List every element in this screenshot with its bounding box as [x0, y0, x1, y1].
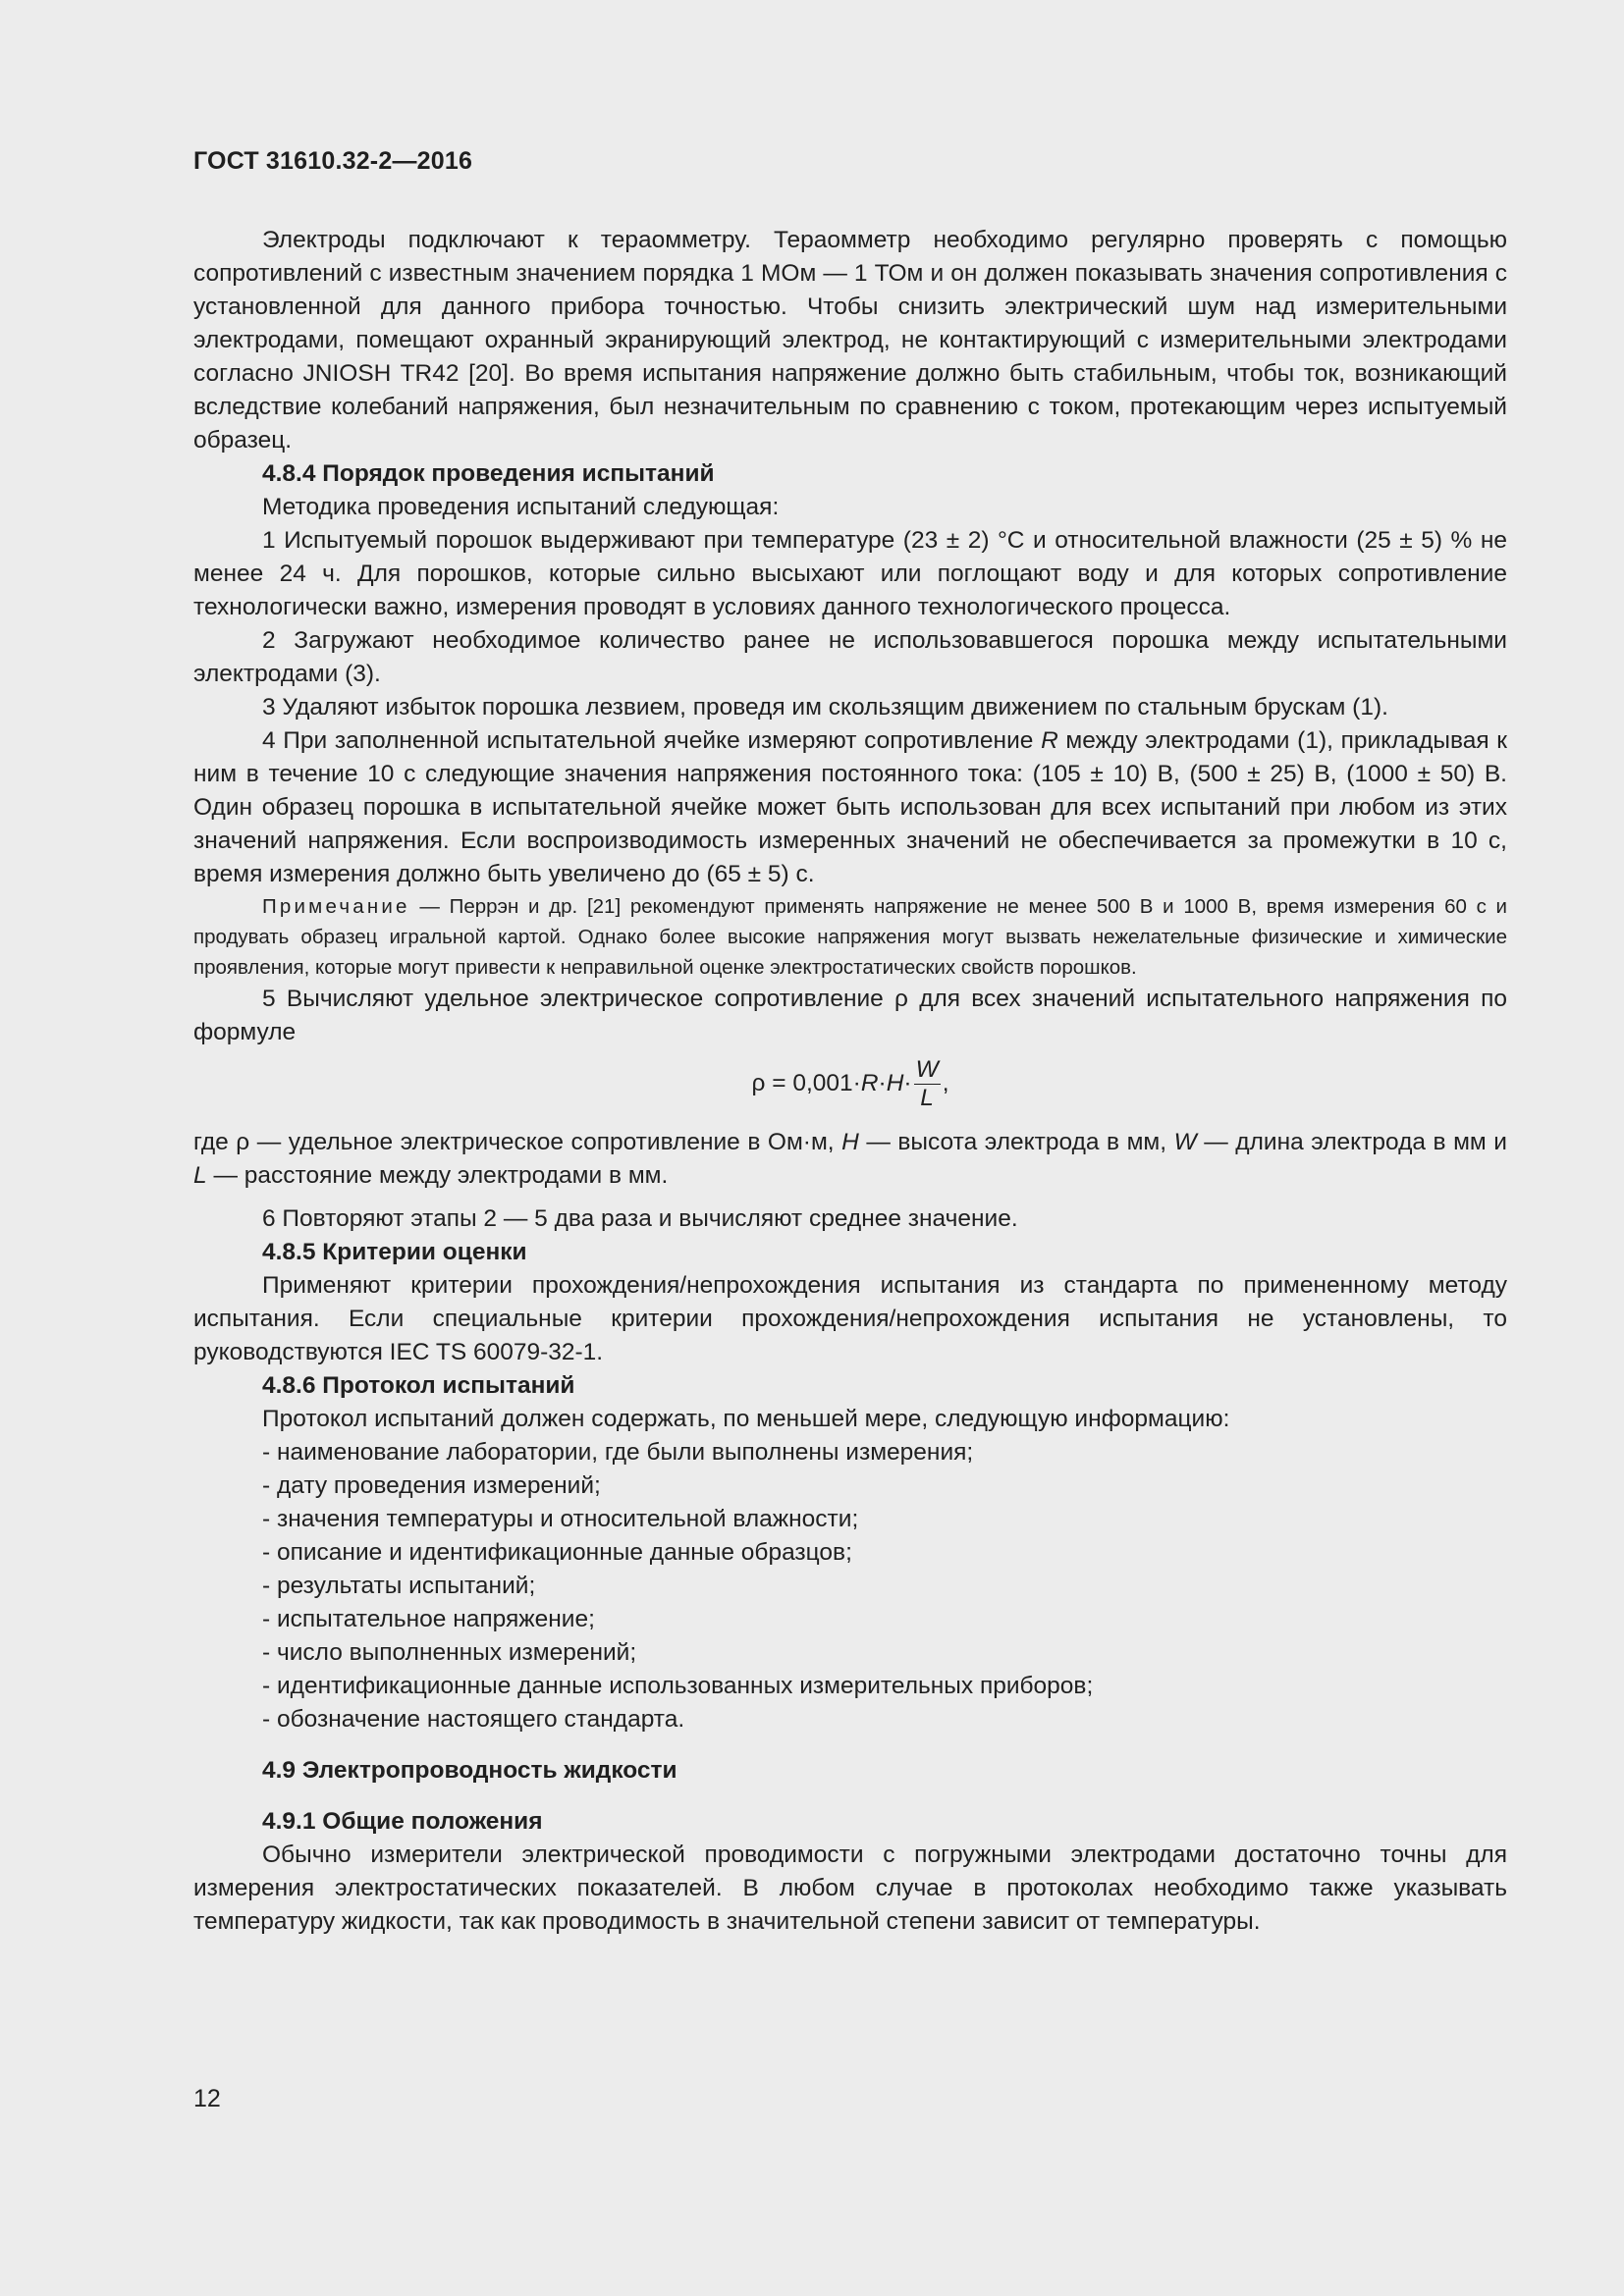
- where-text: где ρ — удельное электрическое сопротивление в Ом·м,: [193, 1129, 842, 1155]
- document-header: ГОСТ 31610.32-2—2016: [193, 147, 473, 175]
- list-item: - число выполненных измерений;: [262, 1639, 637, 1666]
- list-item: - испытательное напряжение;: [262, 1606, 595, 1632]
- formula-dot: ·: [903, 1070, 912, 1096]
- step-1: 1 Испытуемый порошок выдерживают при температуре (23 ± 2) °С и относительной влажности (25 ± 5) % не менее 24 ч. Для порошков, которые сильно высыхают или поглощают воду и для которых сопротивление технологически важно, измерения проводят в условиях данного технологического процесса.: [193, 527, 1507, 620]
- where-var: H: [841, 1129, 859, 1155]
- step-3: 3 Удаляют избыток порошка лезвием, проведя им скользящим движением по стальным брускам (1).: [262, 694, 1388, 721]
- where-var: L: [193, 1162, 207, 1189]
- list-item: - результаты испытаний;: [262, 1573, 536, 1599]
- section-heading-4-9-1: 4.9.1 Общие положения: [262, 1808, 543, 1835]
- step-5: 5 Вычисляют удельное электрическое сопротивление ρ для всех значений испытательного напряжения по формуле: [193, 986, 1507, 1045]
- section-heading-4-8-4: 4.8.4 Порядок проведения испытаний: [262, 460, 715, 487]
- where-text: — высота электрода в мм,: [858, 1129, 1174, 1155]
- section-heading-4-8-5: 4.8.5 Критерии оценки: [262, 1239, 527, 1265]
- formula-tail: ,: [942, 1070, 949, 1096]
- list-item: - наименование лаборатории, где были выполнены измерения;: [262, 1439, 974, 1466]
- resistivity-formula: [193, 1053, 1507, 1114]
- list-item: - значения температуры и относительной влажности;: [262, 1506, 859, 1532]
- step-4-text-a: 4 При заполненной испытательной ячейке измеряют сопротивление: [262, 727, 1042, 754]
- page-number: 12: [193, 2085, 221, 2112]
- step-4-var-r: R: [1041, 727, 1058, 754]
- formula-h: H: [886, 1070, 904, 1096]
- formula-lhs: ρ = 0,001·: [751, 1070, 861, 1096]
- note: [193, 891, 1507, 983]
- step-2: 2 Загружают необходимое количество ранее не использовавшегося порошка между испытательными электродами (3).: [193, 627, 1507, 687]
- list-item: - идентификационные данные использованных измерительных приборов;: [262, 1673, 1094, 1699]
- step-4-text-b: между электродами (1), прикладывая к ним в течение 10 с следующие значения напряжения постоянного тока: (105 ± 10) В, (500 ± 25) В, (1000 ± 50) В. Один образец порошка в испытательной ячейке может быть использован для всех испытаний при любом из этих значений напряжения. Если воспроизводимость измеренных значений не обеспечивается за промежутки в 10 с, время измерения должно быть увеличено до (65 ± 5) с.: [193, 727, 1508, 887]
- list-item: - дату проведения измерений;: [262, 1472, 601, 1499]
- paragraph-protocol: Протокол испытаний должен содержать, по меньшей мере, следующую информацию:: [262, 1406, 1230, 1432]
- protocol-list: [193, 1436, 1507, 1736]
- list-item: - описание и идентификационные данные образцов;: [262, 1539, 852, 1566]
- step-4: [193, 724, 1507, 891]
- formula-where: [193, 1126, 1507, 1193]
- page-body: [193, 224, 1507, 1939]
- formula-numerator: W: [915, 1055, 939, 1083]
- paragraph-method-intro: Методика проведения испытаний следующая:: [262, 494, 780, 520]
- paragraph-general: Обычно измерители электрической проводимости с погружными электродами достаточно точны для измерения электростатических показателей. В любом случае в протоколах необходимо также указывать температуру жидкости, так как проводимость в значительной степени зависит от температуры.: [193, 1842, 1507, 1935]
- paragraph-teraohmmeter: Электроды подключают к тераомметру. Тераомметр необходимо регулярно проверять с помощью сопротивлений с известным значением порядка 1 МОм — 1 ТОм и он должен показывать значения сопротивления с установленной для данного прибора точностью. Чтобы снизить электрический шум над измерительными электродами, помещают охранный экранирующий электрод, не контактирующий с измерительными электродами согласно JNIOSH TR42 [20]. Во время испытания напряжение должно быть стабильным, чтобы ток, возникающий вследствие колебаний напряжения, был незначительным по сравнению с током, протекающим через испытуемый образец.: [193, 227, 1507, 454]
- formula-dot: ·: [878, 1070, 887, 1096]
- formula-r: R: [860, 1070, 879, 1096]
- step-6: 6 Повторяют этапы 2 — 5 два раза и вычисляют среднее значение.: [262, 1205, 1018, 1232]
- where-text: — длина электрода в мм и: [1196, 1129, 1507, 1155]
- list-item: - обозначение настоящего стандарта.: [262, 1706, 685, 1733]
- note-lead: Примечание: [262, 895, 410, 918]
- where-var: W: [1173, 1129, 1197, 1155]
- section-heading-4-8-6: 4.8.6 Протокол испытаний: [262, 1372, 575, 1399]
- formula-denominator: L: [920, 1084, 934, 1111]
- section-heading-4-9: 4.9 Электропроводность жидкости: [262, 1757, 677, 1784]
- paragraph-criteria: Применяют критерии прохождения/непрохождения испытания из стандарта по примененному методу испытания. Если специальные критерии прохождения/непрохождения испытания не установлены, то руководствуются IEC TS 60079-32-1.: [193, 1272, 1507, 1365]
- note-text: — Перрэн и др. [21] рекомендуют применять напряжение не менее 500 В и 1000 В, время измерения 60 с и продувать образец игральной картой. Однако более высокие напряжения могут вызвать нежелательные физические и химические проявления, которые могут привести к неправильной оценке электростатических свойств порошков.: [193, 895, 1507, 979]
- where-text: — расстояние между электродами в мм.: [206, 1162, 669, 1189]
- formula-fraction: [914, 1056, 941, 1112]
